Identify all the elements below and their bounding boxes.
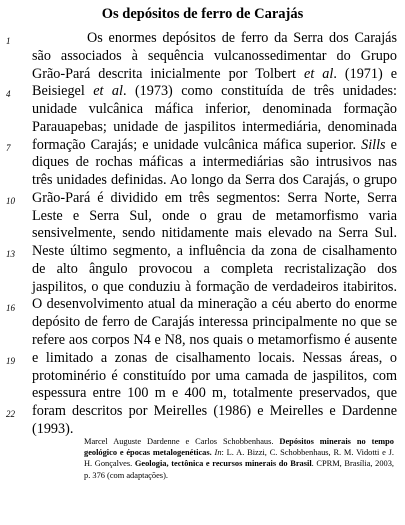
line-number: 16 <box>6 302 15 313</box>
citation-segment: : L. A. Bizzi, C. Schobbenhaus, R. M. Vidotti e J. H. Gonçalves. <box>84 448 395 469</box>
text-line <box>32 261 397 279</box>
text-segment: Grão-Pará é dividido em três segmentos: Serra Norte, Serra <box>32 189 397 206</box>
text-line <box>32 279 397 297</box>
text-line <box>32 332 397 350</box>
text-line <box>32 403 397 421</box>
text-line <box>32 350 397 368</box>
text-segment: diques de rochas máficas a intermediárias são intrusivos nas <box>32 154 397 171</box>
italic-text: et al <box>93 83 123 100</box>
text-segment: são associados à sequência vulcanossedimentar do Grupo <box>32 47 397 64</box>
text-segment: Parauapebas; unidade de jaspilitos intermediária, denominada <box>32 118 397 135</box>
text-segment: formação Carajás; e unidade vulcânica máfica superior. <box>32 136 362 153</box>
text-line <box>32 172 397 190</box>
text-line <box>32 119 397 137</box>
text-line <box>32 66 397 84</box>
text-line <box>32 83 397 101</box>
citation-segment: . CPRM, Brasília, 2003, p. 376 (com adaptações). <box>84 459 394 480</box>
text-segment: . (1973) como constituída de três unidades: <box>122 83 397 100</box>
text-segment: jaspilitos, o que conduziu à formação de verdadeiros itabiritos. <box>32 278 397 295</box>
text-line <box>32 385 397 403</box>
line-number: 7 <box>6 142 11 153</box>
text-segment: Leste e Serra Sul, onde o grau de metamorfismo varia <box>32 207 397 224</box>
text-line <box>32 137 397 155</box>
text-segment: de alto ângulo provocou a completa recristalização dos <box>32 260 397 277</box>
line-number: 4 <box>6 89 11 100</box>
text-segment: . (1971) e <box>333 65 398 82</box>
text-segment: e <box>385 136 397 153</box>
document-title: Os depósitos de ferro de Carajás <box>101 6 304 22</box>
text-line <box>32 208 397 226</box>
italic-text: et al <box>304 65 334 82</box>
text-segment: refere aos corpos N4 e N8, nos quais o metamorfismo é ausente <box>32 332 397 349</box>
line-number: 13 <box>6 249 15 260</box>
citation-segment: Geologia, tectônica e recursos minerais do Brasil <box>134 459 312 469</box>
citation-segment: In <box>214 448 222 458</box>
text-segment: (1993). <box>32 420 74 437</box>
text-segment: foram descritos por Meirelles (1986) e Meirelles e Dardenne <box>32 403 397 420</box>
text-line <box>32 296 397 314</box>
line-number: 1 <box>6 36 11 46</box>
text-line <box>32 101 397 119</box>
citation-segment: Depósitos minerais no tempo geológico e épocas metalogenéticas. <box>84 437 394 458</box>
text-segment: sensivelmente, sendo nitidamente mais elevado na Serra Sul. <box>32 225 397 242</box>
text-line <box>32 48 397 66</box>
line-number: 19 <box>6 356 15 367</box>
source-citation <box>84 436 394 481</box>
text-segment: e limitado a zonas de cisalhamento locais. Nessas áreas, o <box>32 349 397 366</box>
text-line <box>32 190 397 208</box>
text-segment: Os enormes depósitos de ferro da Serra dos Carajás <box>87 30 397 46</box>
text-segment: três unidades definidas. Ao longo da Serra dos Carajás, o grupo <box>32 172 397 189</box>
text-segment: espessura entre 100 m e 400 m, totalmente preservados, que <box>32 385 397 402</box>
text-line <box>32 154 397 172</box>
italic-text: Sills <box>361 136 386 153</box>
line-number: 10 <box>6 196 15 207</box>
text-segment: O desenvolvimento atual da mineração a céu aberto do enorme <box>32 296 397 313</box>
line-number: 22 <box>6 409 15 420</box>
text-line <box>32 225 397 243</box>
text-segment: Grão-Pará descrita inicialmente por Tolbert <box>32 65 305 82</box>
body-text <box>32 30 397 439</box>
text-segment: Neste último segmento, a influência da zona de cisalhamento <box>32 243 397 260</box>
text-segment: Beisiegel <box>32 83 94 100</box>
text-line <box>32 30 397 48</box>
text-line <box>32 243 397 261</box>
citation-segment: Marcel Auguste Dardenne e Carlos Schobbenhaus. <box>84 437 280 446</box>
text-segment: protominério é constituído por uma camada de jaspilitos, com <box>32 367 397 384</box>
text-segment: depósito de ferro de Carajás interessa principalmente no que se <box>32 314 397 331</box>
text-segment: unidade vulcânica máfica inferior, denominada formação <box>32 101 397 118</box>
text-line <box>32 314 397 332</box>
text-line <box>32 368 397 386</box>
